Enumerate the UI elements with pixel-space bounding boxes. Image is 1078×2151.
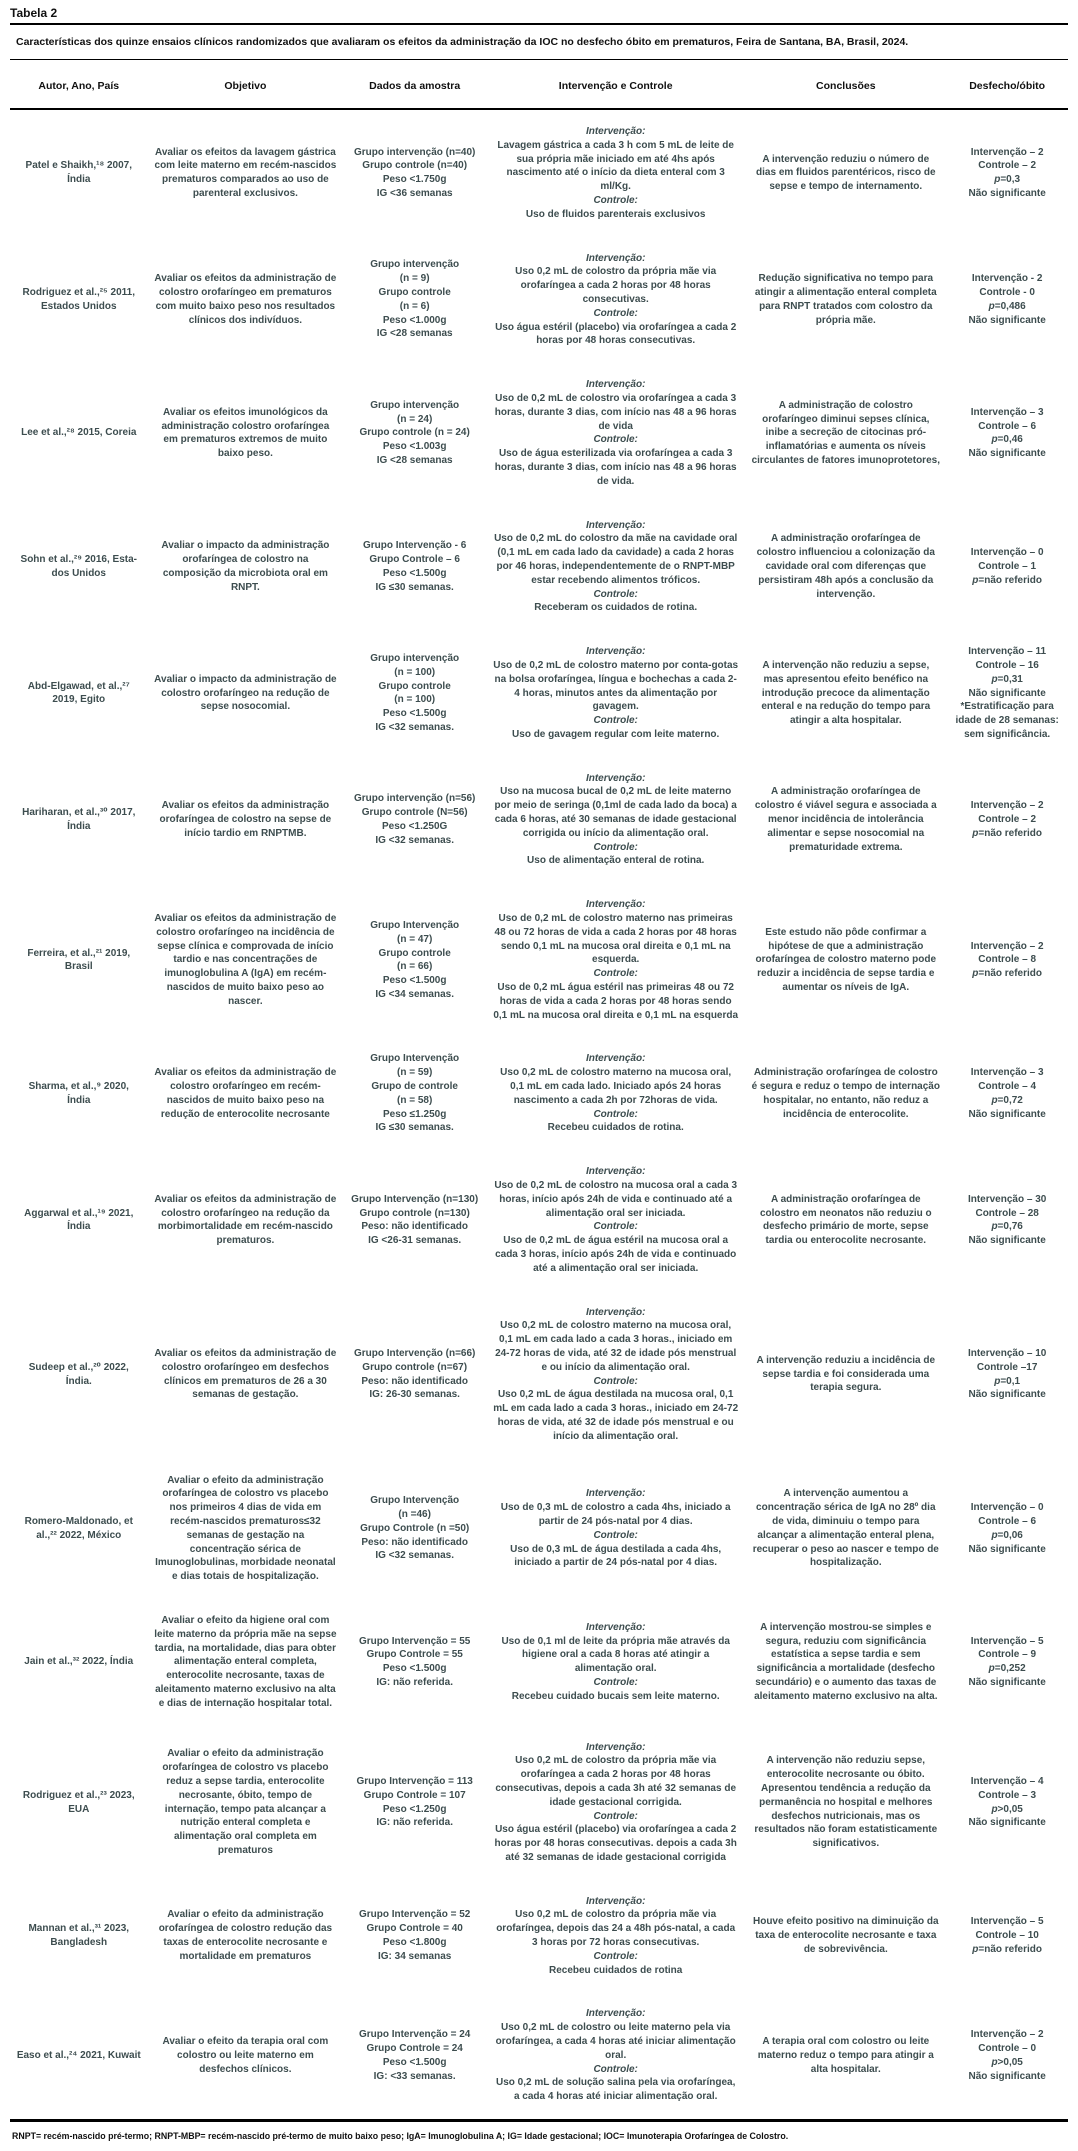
outcome-cell: Intervenção – 5 Controle – 10 p=não referido [970, 1916, 1044, 1955]
intervention-text: Uso de 0,2 mL de colostro materno nas primeiras 48 ou 72 horas de vida a cada 2 horas por 48 horas sendo 0,1 mL na mucosa oral direita e 0,1 mL na esquerda. [494, 913, 737, 966]
sample-cell: Grupo Intervenção (n=66) Grupo controle (n=67) Peso: não identificado IG: 26-30 semanas. [353, 1347, 476, 1401]
intervention-label: Intervenção: [585, 646, 646, 658]
intervention-text: Uso 0,2 mL de colostro ou leite materno pela via orofaríngea, a cada 4 horas até iniciar alimentação oral. [495, 2022, 736, 2061]
author-cell: Romero-Maldonado, et al.,²² 2022, México [24, 1515, 133, 1541]
outcome-cell: Intervenção – 0 Controle – 1 p=não referido [970, 547, 1044, 586]
intervention-text: Uso de 0,1 ml de leite da própria mãe através da higiene oral a cada 8 horas até atingir a alimentação oral. [501, 1635, 730, 1675]
intervention-text: Uso 0,2 mL de colostro materno na mucosa oral, 0,1 mL em cada lado a cada 3 horas., iniciado em 24-72 horas de vida, até 32 de idade pós menstrual e ou início da alimentação oral. [495, 1320, 737, 1373]
table-title: Tabela 2 [10, 6, 58, 20]
intervention-text: Lavagem gástrica a cada 3 h com 5 mL de leite de sua própria mãe iniciado em até 4hs após nascimento até o início da dieta enteral com 3 ml/Kg. [497, 139, 734, 193]
conclusions-cell: Este estudo não pôde confirmar a hipótese de que a administração orofaríngea de colostro materno pode reduzir a incidência de sepse tardia e aumentar os níveis de IgA. [755, 926, 937, 994]
objective-cell: Avaliar o impacto da administração de colostro orofaríngeo na redução de sepse nosocomial. [154, 673, 337, 713]
table-row [10, 1459, 1068, 1599]
intervention-cell [486, 883, 745, 1037]
author-cell: Easo et al.,²⁴ 2021, Kuwait [16, 2049, 141, 2061]
control-text: Recebeu cuidados de rotina [548, 1964, 683, 1976]
table-header [10, 60, 1068, 109]
table-row [10, 883, 1068, 1037]
sample-cell: Grupo intervenção (n=40) Grupo controle (n=40) Peso <1.750g IG <36 semanas [353, 146, 476, 200]
control-label: Controle: [593, 2063, 638, 2075]
outcome-cell: Intervenção – 0 Controle – 6 p=0,06 Não significante [968, 1502, 1046, 1555]
outcome-cell: Intervenção – 5 Controle – 9 p=0,252 Não significante [968, 1635, 1046, 1689]
control-text: Uso de 0,2 mL água estéril nas primeiras 48 ou 72 horas de vida a cada 2 horas por 48 horas sendo 0,1 mL na mucosa oral direita e 0,1 mL na esquerda [493, 982, 739, 1021]
author-cell: Jain et al.,³² 2022, Índia [24, 1656, 134, 1668]
control-label: Controle: [593, 1108, 638, 1120]
intervention-text: Uso na mucosa bucal de 0,2 mL de leite materno por meio de seringa (0,1ml de cada lado da boca) a cada 6 horas, até 30 semanas de idade gestacional corrigida ou início da alimentação oral. [494, 786, 737, 839]
table-row [10, 237, 1068, 364]
outcome-cell: Intervenção – 2 Controle – 2 p=0,3 Não significante [968, 146, 1046, 200]
control-label: Controle: [593, 307, 638, 319]
intervention-cell [486, 1992, 745, 2119]
control-label: Controle: [593, 1950, 638, 1962]
table-row [10, 630, 1068, 757]
intervention-cell [486, 237, 745, 364]
table-caption: Características dos quinze ensaios clínicos randomizados que avaliaram os efeitos da administração da IOC no desfecho óbito em prematuros, Feira de Santana, BA, Brasil, 2024. [16, 36, 909, 48]
table-row [10, 363, 1068, 503]
intervention-cell [486, 1726, 745, 1880]
table-row [10, 1992, 1068, 2119]
conclusions-cell: A intervenção não reduziu sepse, enterocolite necrosante ou óbito. Apresentou tendência a redução da permanência no hospital e melhores desfechos nutricionais, mas os resultados não foram estatisticamente significativos. [754, 1755, 938, 1850]
intervention-label: Intervenção: [585, 126, 646, 137]
intervention-label: Intervenção: [585, 1741, 646, 1753]
objective-cell: Avaliar os efeitos da lavagem gástrica com leite materno em recém-nascidos prematuros comparados ao uso de parenteral exclusivos. [154, 146, 337, 200]
col-header-autor: Autor, Ano, País [38, 80, 120, 92]
sample-cell: Grupo Intervenção (n=130) Grupo controle (n=130) Peso: não identificado IG <26-31 semanas. [351, 1193, 479, 1247]
footnote: RNPT= recém-nascido pré-termo; RNPT-MBP= recém-nascido pré-termo de muito baixo peso; IgA= Imunoglobulina A; IG= Idade gestacional; IOC= Imunoterapia Orofaríngea de Colostro. [12, 2131, 789, 2142]
intervention-text: Uso de 0,2 mL de colostro na mucosa oral a cada 3 horas, início após 24h de vida e continuado até a alimentação oral ser iniciada. [494, 1180, 738, 1219]
intervention-label: Intervenção: [585, 1621, 646, 1633]
conclusions-cell: A intervenção não reduziu a sepse, mas apresentou efeito benéfico na introdução precoce da alimentação enteral e na redução do tempo para atingir a alta hospitalar. [761, 659, 931, 727]
intervention-text: Uso 0,2 mL de colostro da própria mãe via orofaríngea a cada 2 horas por 48 horas consecutivas. [515, 266, 717, 305]
control-text: Uso 0,2 mL de solução salina pela via orofaríngea, a cada 4 horas até iniciar alimentação oral. [496, 2077, 736, 2103]
control-text: Uso água estéril (placebo) via orofaríngea a cada 2 horas por 48 horas consecutivas. depois a cada 3h até 32 semanas de idade gestacional corrigida [494, 1824, 737, 1863]
col-header-intervencao: Intervenção e Controle [558, 80, 673, 92]
outcome-cell: Intervenção – 3 Controle – 6 p=0,46 Não significante [968, 406, 1046, 460]
control-label: Controle: [593, 588, 638, 600]
objective-cell: Avaliar o impacto da administração orofaríngea de colostro na composição da microbiota oral em RNPT. [161, 540, 330, 593]
conclusions-cell: A intervenção reduziu o número de dias em fluidos parentéricos, risco de sepse e tempo de internamento. [756, 153, 936, 193]
intervention-label: Intervenção: [585, 2008, 646, 2020]
sample-cell: Grupo Intervenção (n = 47) Grupo controle (n = 66) Peso <1.500g IG <34 semanas. [370, 919, 460, 1000]
outcome-cell: Intervenção – 2 Controle – 0 p>0,05 Não significante [968, 2029, 1046, 2082]
intervention-label: Intervenção: [585, 1488, 646, 1500]
objective-cell: Avaliar os efeitos da administração de colostro orofaríngeo em recém-nascidos de muito baixo peso na redução de enterocolite necrosante [154, 1067, 337, 1120]
control-text: Recebeu cuidados de rotina. [547, 1122, 684, 1134]
conclusions-cell: A intervenção mostrou-se simples e segura, reduziu com significância estatística a sepse tardia e sem significância a mortalidade (desfecho secundário) e o aumento das taxas de aleitamento materno exclusivo na alta. [754, 1621, 938, 1702]
outcome-cell: Intervenção – 4 Controle – 3 p>0,05 Não significante [968, 1776, 1046, 1829]
intervention-label: Intervenção: [585, 379, 646, 391]
intervention-text: Uso de 0,2 mL de colostro materno por conta-gotas na bolsa orofaríngea, língua e bochechas a cada 2-4 horas, minutos antes da alimentação por gavagem. [493, 659, 739, 713]
conclusions-cell: A intervenção aumentou a concentração sérica de IgA no 28º dia de vida, diminuiu o tempo para alcançar a alimentação enteral plena, recuperar o peso ao nascer e tempo de hospitalização. [752, 1488, 939, 1569]
conclusions-cell: Houve efeito positivo na diminuição da taxa de enterocolite necrosante e taxa de sobrevivência. [752, 1916, 939, 1955]
col-header-desfecho: Desfecho/óbito [969, 80, 1046, 92]
objective-cell: Avaliar o efeito da administração orofaríngea de colostro redução das taxas de enterocolite necrosante e mortalidade em prematuros [158, 1909, 333, 1962]
intervention-label: Intervenção: [585, 772, 646, 784]
author-cell: Patel e Shaikh,¹⁸ 2007, Índia [25, 160, 132, 186]
conclusions-cell: Administração orofaríngea de colostro é segura e reduz o tempo de internação hospitalar, no entanto, não reduz a incidência de enterocolite. [751, 1067, 940, 1120]
table-row [10, 1599, 1068, 1726]
objective-cell: Avaliar o efeito da administração orofaríngea de colostro vs placebo nos primeiros 4 dias de vida em recém-nascidos prematuros≤32 semanas de gestação na concentração sérica de Imunoglobulinas, morbidade neonatal e dias totais de hospitalização. [155, 1474, 336, 1583]
intervention-label: Intervenção: [585, 1306, 646, 1318]
sample-cell: Grupo Intervenção = 24 Grupo Controle = 24 Peso <1.500g IG: <33 semanas. [358, 2029, 471, 2082]
control-label: Controle: [593, 1375, 638, 1387]
intervention-text: Uso 0,2 mL de colostro da própria mãe via orofaríngea, depois das 24 a 48h pós-natal, a cada 3 horas por 72 horas consecutivas. [496, 1909, 736, 1949]
table-body [10, 109, 1068, 2119]
control-text: Uso de 0,3 mL de água destilada a cada 4hs, iniciado a partir de 24 pós-natal por 4 dias. [510, 1543, 722, 1569]
control-label: Controle: [593, 1677, 638, 1689]
control-label: Controle: [593, 434, 638, 446]
conclusions-cell: Redução significativa no tempo para atingir a alimentação enteral completa para RNPT tratados com colostro da própria mãe. [754, 273, 937, 326]
conclusions-cell: A terapia oral com colostro ou leite materno reduz o tempo para atingir a alta hospitalar. [757, 2036, 934, 2075]
control-text: Uso de gavagem regular com leite materno. [512, 728, 720, 740]
intervention-label: Intervenção: [585, 899, 646, 911]
conclusions-cell: A administração orofaríngea de colostro em neonatos não reduziu o desfecho primário de morte, sepse tardia ou enterocolite necrosante. [759, 1193, 932, 1247]
intervention-text: Uso de 0,2 mL do colostro da mãe na cavidade oral (0,1 mL em cada lado da cavidade) a cada 2 horas por 46 horas, independentemente de o RNPT-MBP estar recebendo alimentos tróficos. [494, 533, 738, 586]
intervention-text: Uso de 0,3 mL de colostro a cada 4hs, iniciado a partir de 24 pós-natal por 4 dias. [500, 1502, 731, 1527]
table-row [10, 1037, 1068, 1150]
control-label: Controle: [593, 715, 638, 727]
intervention-cell [486, 1880, 745, 1993]
sample-cell: Grupo Intervenção (n =46) Grupo Controle (n =50) Peso: não identificado IG <32 semanas. [360, 1495, 470, 1562]
control-label: Controle: [593, 1810, 638, 1822]
author-cell: Lee et al.,²⁸ 2015, Coreia [21, 427, 137, 439]
control-text: Uso de alimentação enteral de rotina. [527, 855, 705, 867]
control-label: Controle: [593, 1529, 638, 1541]
objective-cell: Avaliar o efeito da administração orofaríngea de colostro vs placebo reduz a sepse tardia, enterocolite necrosante, óbito, tempo de internação, tempo pata alcançar a nutrição enteral completa e alimentação oral completa em prematuros [162, 1748, 329, 1856]
objective-cell: Avaliar os efeitos da administração de colostro orofaríngeo em desfechos clínicos em prematuros de 26 a 30 semanas de gestação. [154, 1347, 337, 1401]
intervention-label: Intervenção: [585, 1053, 646, 1065]
sample-cell: Grupo intervenção (n=56) Grupo controle (N=56) Peso <1.250G IG <32 semanas. [353, 793, 476, 846]
intervention-cell [486, 504, 745, 631]
sample-cell: Grupo intervenção (n = 24) Grupo controle (n = 24) Peso <1.003g IG <28 semanas [359, 399, 470, 467]
table-row [10, 757, 1068, 884]
table-row [10, 1291, 1068, 1459]
control-text: Recebeu cuidado bucais sem leite materno. [511, 1690, 720, 1702]
table-row [10, 109, 1068, 237]
col-header-conclusoes: Conclusões [816, 80, 876, 92]
intervention-label: Intervenção: [585, 252, 646, 264]
control-label: Controle: [593, 968, 638, 980]
conclusions-cell: A administração orofaríngea de colostro influenciou a colonização da cavidade oral com diferenças que persistiram 48h após a conclusão da intervenção. [756, 533, 935, 600]
author-cell: Ferreira, et al.,²¹ 2019, Brasil [27, 947, 131, 973]
author-cell: Mannan et al.,³¹ 2023, Bangladesh [28, 1923, 130, 1949]
sample-cell: Grupo Intervenção (n = 59) Grupo de controle (n = 58) Peso ≤1.250g IG ≤30 semanas. [370, 1053, 460, 1134]
author-cell: Sudeep et al.,²⁰ 2022, Índia. [28, 1361, 129, 1387]
author-cell: Rodriguez et al.,²³ 2023, EUA [22, 1789, 135, 1815]
conclusions-cell: A administração de colostro orofaríngeo diminui sepses clínica, inibe a secreção de citocinas pró-inflamatórias e aumenta os níveis circulantes de fatores imunoprotetores, [751, 399, 940, 467]
intervention-cell [486, 630, 745, 757]
conclusions-cell: A administração orofaríngea de colostro é viável segura e associada a menor incidência de intolerância alimentar e sepse nosocomial na prematuridade extrema. [754, 786, 937, 853]
objective-cell: Avaliar o efeito da terapia oral com colostro ou leite materno em desfechos clínicos. [162, 2036, 329, 2075]
objective-cell: Avaliar os efeitos da administração de colostro orofaríngeo na redução da morbimortalidade em recém-nascido prematuros. [154, 1193, 337, 1247]
table-row [10, 504, 1068, 631]
divider-bottom [10, 2119, 1068, 2122]
intervention-label: Intervenção: [585, 1895, 646, 1907]
control-text: Uso 0,2 mL de água destilada na mucosa oral, 0,1 mL em cada lado a cada 3 horas., iniciado em 24-72 horas de vida, até 32 de idade pós menstrual e ou início da alimentação oral. [493, 1389, 739, 1442]
intervention-cell [486, 363, 745, 503]
outcome-cell: Intervenção – 30 Controle – 28 p=0,76 Não significante [967, 1193, 1047, 1247]
outcome-cell: Intervenção – 3 Controle – 4 p=0,72 Não significante [968, 1067, 1046, 1120]
control-label: Controle: [593, 1221, 638, 1233]
author-cell: Hariharan, et al.,³⁰ 2017, Índia [22, 807, 136, 832]
intervention-cell [486, 757, 745, 884]
author-cell: Aggarwal et al.,¹⁹ 2021, Índia [24, 1207, 134, 1233]
outcome-cell: Intervenção – 11 Controle – 16 p=0,31 Não significante *Estratificação para idade de 28 semanas: sem significância. [955, 646, 1059, 740]
intervention-cell [486, 1459, 745, 1599]
control-text: Uso água estéril (placebo) via orofaríngea a cada 2 horas por 48 horas consecutivas. [495, 321, 737, 347]
outcome-cell: Intervenção – 2 Controle – 2 p=não referido [970, 800, 1044, 839]
intervention-cell [486, 1599, 745, 1726]
intervention-label: Intervenção: [585, 1166, 646, 1178]
objective-cell: Avaliar os efeitos da administração orofaríngea de colostro na sepse de início tardio em RNPTMB. [159, 800, 332, 839]
control-label: Controle: [593, 194, 638, 206]
intervention-text: Uso 0,2 mL de colostro materno na mucosa oral, 0,1 mL em cada lado. Iniciado após 24 horas nascimento a cada 2h por 72horas de vida. [500, 1067, 732, 1106]
control-text: Receberam os cuidados de rotina. [534, 602, 698, 614]
intervention-text: Uso de 0,2 mL de colostro via orofaríngea a cada 3 horas, durante 3 dias, com início nas 48 a 96 horas de vida [494, 392, 737, 432]
intervention-label: Intervenção: [585, 519, 646, 531]
table-row [10, 1726, 1068, 1880]
control-text: Uso de água esterilizada via orofaríngea a cada 3 horas, durante 3 dias, com início nas 48 a 96 horas de vida. [494, 448, 737, 487]
control-text: Uso de 0,2 mL de água estéril na mucosa oral a cada 3 horas, início após 24h de vida e continuado até a alimentação oral ser iniciada. [495, 1235, 737, 1274]
sample-cell: Grupo Intervenção = 55 Grupo Controle = 55 Peso <1.500g IG: não referida. [358, 1635, 471, 1689]
clinical-trials-table [10, 60, 1068, 2119]
divider-top [10, 23, 1068, 25]
table-row [10, 1150, 1068, 1290]
control-text: Uso de fluidos parenterais exclusivos [525, 208, 706, 220]
objective-cell: Avaliar o efeito da higiene oral com leite materno da própria mãe na sepse tardia, na mortalidade, dias para obter alimentação enteral completa, enterocolite necrosante, taxas de aleitamento materno exclusivo na alta e dias de internação hospitalar total. [154, 1614, 337, 1709]
intervention-cell [486, 1150, 745, 1290]
sample-cell: Grupo Intervenção = 52 Grupo Controle = 40 Peso <1.800g IG: 34 semanas [358, 1909, 471, 1962]
objective-cell: Avaliar os efeitos da administração de colostro orofaríngeo na incidência de sepse clínica e comprovada de início tardio e nas concentrações de imunoglobulina A (IgA) em recém-nascidos de muito baixo peso ao nascer. [154, 913, 337, 1007]
table-row [10, 1880, 1068, 1993]
col-header-objetivo: Objetivo [224, 80, 267, 92]
conclusions-cell: A intervenção reduziu a incidência de sepse tardia e foi considerada uma terapia segura. [756, 1354, 936, 1394]
author-cell: Sharma, et al.,⁹ 2020, Índia [28, 1081, 129, 1106]
objective-cell: Avaliar os efeitos imunológicos da administração colostro orofaríngea em prematuros extremos de muito baixo peso. [161, 406, 330, 460]
col-header-amostra: Dados da amostra [369, 80, 461, 92]
sample-cell: Grupo intervenção (n = 100) Grupo controle (n = 100) Peso <1.500g IG <32 semanas. [370, 653, 460, 733]
sample-cell: Grupo Intervenção - 6 Grupo Controle – 6 Peso <1.500g IG ≤30 semanas. [362, 540, 467, 593]
outcome-cell: Intervenção – 10 Controle –17 p=0,1 Não significante [967, 1347, 1047, 1401]
intervention-cell [486, 109, 745, 237]
outcome-cell: Intervenção – 2 Controle – 8 p=não referido [970, 940, 1044, 980]
intervention-cell [486, 1291, 745, 1459]
sample-cell: Grupo Intervenção = 113 Grupo Controle = 107 Peso <1.250g IG: não referida. [356, 1776, 473, 1829]
sample-cell: Grupo intervenção (n = 9) Grupo controle (n = 6) Peso <1.000g IG <28 semanas [370, 259, 460, 340]
author-cell: Rodriguez et al.,²⁵ 2011, Estados Unidos [22, 287, 136, 312]
outcome-cell: Intervenção - 2 Controle - 0 p=0,486 Não significante [968, 273, 1046, 326]
control-label: Controle: [593, 841, 638, 853]
author-cell: Sohn et al.,²⁹ 2016, Esta- dos Unidos [20, 554, 137, 579]
intervention-cell [486, 1037, 745, 1150]
objective-cell: Avaliar os efeitos da administração de colostro orofaríngeo em prematuros com muito baixo peso nos resultados clínicos dos indivíduos. [154, 273, 337, 326]
author-cell: Abd-Elgawad, et al.,²⁷ 2019, Egito [27, 680, 130, 706]
intervention-text: Uso 0,2 mL de colostro da própria mãe via orofaríngea a cada 2 horas por 48 horas consecutivas, depois a cada 3h até 32 semanas de idade gestacional corrigida. [495, 1755, 737, 1808]
